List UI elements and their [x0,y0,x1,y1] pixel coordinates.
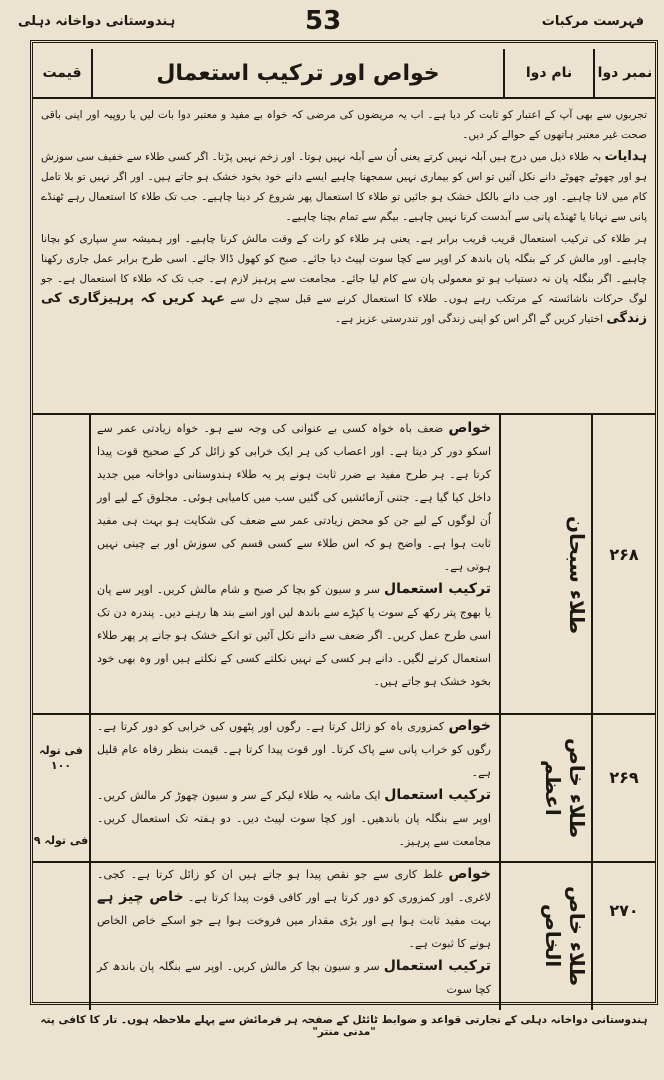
intro-section [41,105,647,331]
khawas-label: خواص [448,420,491,436]
khawas-label: خواص [448,718,491,734]
page-footer: ہندوستانی دواخانہ دہلی کے تجارتی قواعد و ضوابط ٹائٹل کے صفحہ ہر فرمائش سے پہلے ملاحظہ ہوں۔ تار کا کافی پتہ "مدنی منتر" [40,1014,648,1038]
item-description [91,415,497,711]
table-row [33,834,655,1010]
header-right-text: فہرست مرکبات [541,14,644,29]
usage-text-end: اختیار کریں گے اگر اس کو اپنی زندگی اور تندرستی عزیز ہے۔ [334,313,604,325]
column-price: قیمت [42,65,82,81]
item-price: فی تولہ ۹ [33,834,89,847]
khawas-text: ضعف باہ خواہ کسی بے عنوانی کی وجہ سے ہو۔ خواہ زیادتی عمر سے اسکو دور کر دیتا ہے۔ اور اعصاب کی ہر ایک خرابی کو زائل کر کے صحیح قوت پیدا کرتا ہے۔ ہر طرح مفید بے ضرر ثابت ہونے پر یہ طلاء ہندوستانی دواخانہ میں جدید داخل کیا گیا ہے۔ جتنی آزمائشیں کی گئیں سب میں کامیابی ہوئی۔ مجلوق کے لیے اور اُن لوگوں کے لیے جن کو محض زیادتی عمر سے ضعف کی شکایت ہو بہت ہی مفید ثابت ہوا ہے۔ واضح ہو کہ اس طلاء سے کسی قسم کی سوزش اور بے چینی نہیں ہوتی ہے۔ [97,422,491,573]
tarkeeb-text: سر و سیون بچا کر مالش کریں۔ اوپر سے بنگلہ پان باندھ کر کچا سوت [97,960,491,996]
item-number: ۲۷۰ [609,901,639,920]
item-description [91,713,497,859]
khawas-label: خواص [448,866,491,882]
usage-text: ہر طلاء کی ترکیب استعمال قریب قریب برابر ہے۔ یعنی ہر طلاء کو رات کے وقت مالش کرنا چاہیے۔ اور ہمیشہ سرِ سپاری کو بچانا چاہیے۔ اور مالش کر کے بنگلہ پان باندھ کر اوپر سے کچا سوت لپیٹ دیا جائے۔ صبح کو کھول ڈالا جائے۔ اسی طرح برابر عمل جاری رکھنا چاہیے۔ اگر بنگلہ پان نہ دستیاب ہو تو معمولی پان سے کام لیا جائے۔ مجامعت سے پرہیز لازم ہے۔ جب تک کہ طلاء کا استعمال ہے۔ جو لوگ حرکات ناشائستہ کے مرتکب رہے ہوں۔ طلاء کا استعمال کرنے سے قبل سچے دل سے [41,233,647,305]
instructions-label: ہدایات [604,149,647,164]
table-row [33,713,655,863]
column-number: نمبر دوا [593,49,655,97]
column-header-row [33,49,655,99]
item-name: طلاء سبحان [565,515,589,635]
instructions-text: بہ طلاء ذیل میں درج ہیں آبلہ نہیں کرتے یعنی اُن سے آبلہ نہیں ہوتا۔ اور زخم نہیں پڑتا۔ اگر کسی طلاء سے خفیف سی سوزش ہو اور چھوٹے چھوٹے دانے نکل آئیں تو اس کو بیماری نہیں سمجھنا چاہیے ایسے دانے خود بخود خشک ہو جاتے ہیں۔ اور اگر نہیں تو بلا تامل کام میں لانا چاہیے۔ اور جب دانے بالکل خشک ہو جائیں تو طلاء کا استعمال پھر شروع کر دینا چاہیے۔ جب تک طلاء کا استعمال رہے ٹھنڈے پانی سے نہانا یا ٹھنڈے پانی سے آبدست کرنا نہیں چاہیے۔ بیگم سے تمام بچنا چاہیے۔ [41,151,647,223]
column-title: خواص اور ترکیب استعمال [91,49,503,97]
page-header [0,6,664,40]
column-name: نام دوا [503,49,593,97]
content-frame [30,40,658,1005]
khawas-text: کمزوری باہ کو زائل کرتا ہے۔ رگوں اور پٹھوں کی خرابی کو دور کرتا ہے۔ رگوں کو خراب پانی سے پاک کرتا۔ اور قوت پیدا کرتا ہے۔ قیمت بنظر رفاہ عام قلیل ہے۔ [97,720,491,779]
intro-paragraph-3 [41,229,647,329]
items-table [33,413,655,1010]
header-left-text: ہندوستانی دواخانہ دہلی [18,14,176,29]
item-name: طلاء خاص الخاص [541,885,589,987]
tarkeeb-text: سر و سیون کو بچا کر صبح و شام مالش کریں۔ اوپر سے پان یا بھوج پتر رکھ کے سوت یا کپڑے سے باندھ لیں اور اسے بند ھا رہنے دیں۔ پندرہ دن تک اسی طرح عمل کریں۔ اگر ضعف سے دانے نکل آئیں تو انکے خشک ہو جانے پر پھر طلاء استعمال کرنے لگیں۔ دانے ہر کسی کے نہیں نکلتے کسی کے نکلتے ہیں اور وہ بھی خود بخود خشک ہو جاتے ہیں۔ [97,583,491,688]
table-row [33,415,655,715]
khawas-text: غلط کاری سے جو نقص پیدا ہو جاتے ہیں ان کو زائل کرتا ہے۔ کجی۔ لاغری۔ اور کمزوری کو دور کرتا ہے اور کافی قوت پیدا کرتا ہے۔ [97,868,492,904]
item-name: طلاء خاص اعظم [541,737,589,839]
page-number: 53 [305,6,342,36]
item-description [91,861,497,1010]
item-price: فی تولہ ۱۰۰ [39,744,83,772]
item-number: ۲۶۸ [609,545,639,564]
special-text: خاص چیز ہے [97,889,184,905]
intro-paragraph-2 [41,147,647,227]
tarkeeb-label: ترکیب استعمال [383,958,491,974]
item-number: ۲۶۹ [609,768,639,787]
vow-text: عہد کریں کہ پرہیزگاری کی زندگی [41,291,647,326]
tarkeeb-label: ترکیب استعمال [384,787,491,803]
khawas-text-2: بہت مفید ثابت ہوا ہے اور بڑی مقدار میں فروخت ہوا ہے جو اسکے خاص الخاص ہونے کا ثبوت ہے۔ [97,914,491,950]
tarkeeb-label: ترکیب استعمال [383,581,491,597]
tarkeeb-text: ایک ماشہ یہ طلاء لیکر کے سر و سیون چھوڑ کر مالش کریں۔ اوپر سے بنگلہ پان باندھیں۔ اور کچا سوت لپیٹ دیں۔ دو ہفتہ تک استعمال کریں۔ مجامعت سے پرہیز۔ [97,789,491,848]
intro-paragraph-1: تجربوں سے بھی آپ کے اعتبار کو ثابت کر دیا ہے۔ اب یہ مریضوں کی مرضی کہ خواہ بے مفید و معتبر دوا بات لیں یا روپیہ اور اپنی باقی صحت غیر معتبر ہاتھوں کے حوالے کر دیں۔ [41,109,647,141]
